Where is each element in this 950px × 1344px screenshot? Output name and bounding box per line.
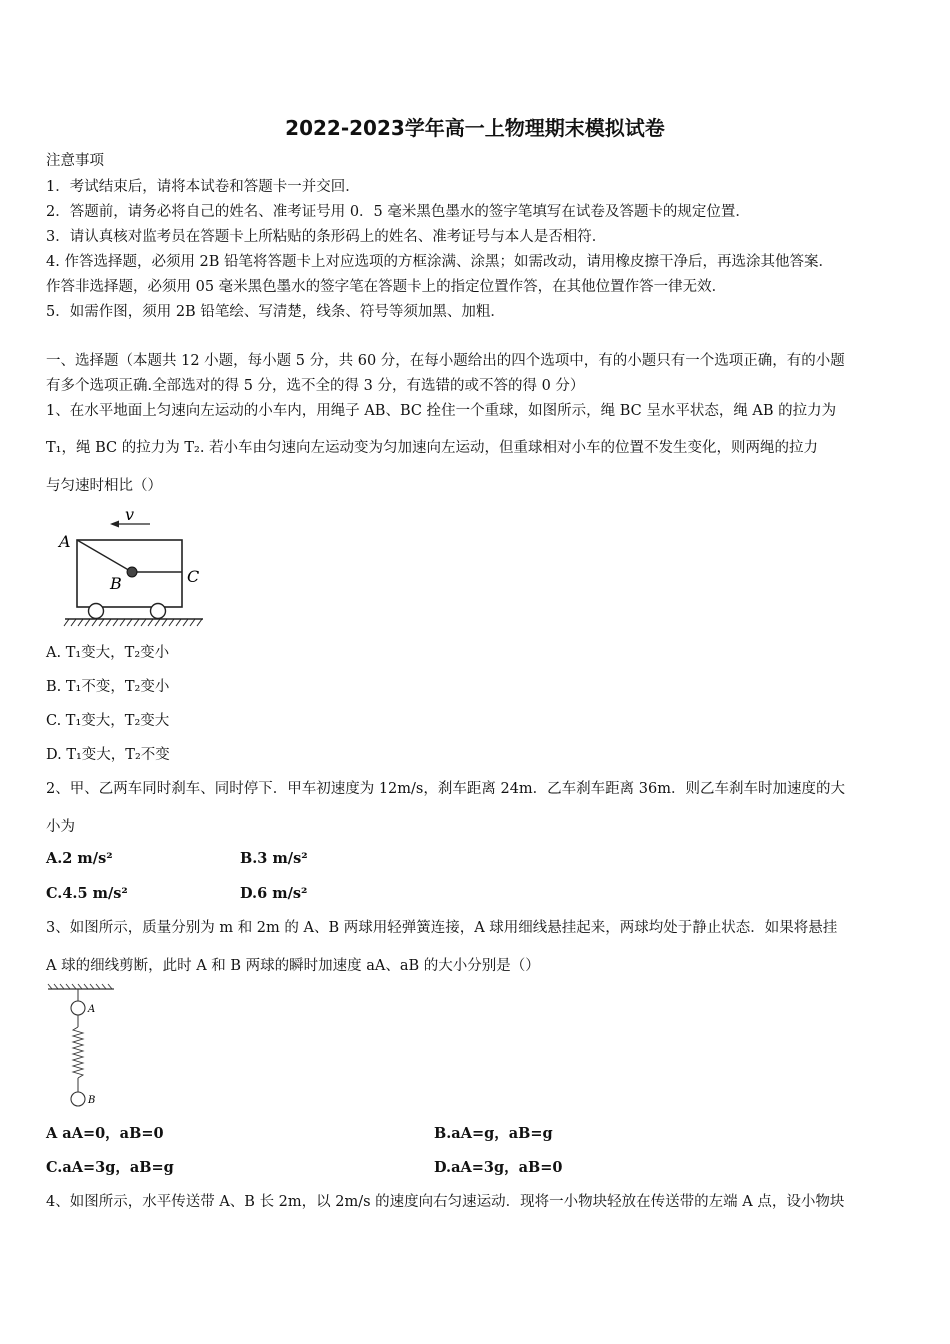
q2-option-c: C.4.5 m/s² <box>46 885 128 902</box>
q1-cart-figure <box>55 505 210 635</box>
page-title: 2022-2023学年高一上物理期末模拟试卷 <box>285 116 665 140</box>
q1-option-c: C. T₁变大，T₂变大 <box>46 713 170 729</box>
q1-stem-line2: T₁，绳 BC 的拉力为 T₂. 若小车由匀速向左运动变为匀加速向左运动，但重球相对小车的位置不发生变化，则两绳的拉力 <box>46 440 819 456</box>
q3-fig-label-a: A <box>88 1004 96 1015</box>
q1-fig-label-a: A <box>59 532 71 551</box>
q4-stem-line1: 4、如图所示，水平传送带 A、B 长 2m，以 2m/s 的速度向右匀速运动．现将一小物块轻放在传送带的左端 A 点，设小物块 <box>46 1194 845 1210</box>
q3-fig-label-b: B <box>88 1095 96 1106</box>
q3-spring-figure <box>44 983 124 1113</box>
q3-stem-line1: 3、如图所示，质量分别为 m 和 2m 的 A、B 两球用轻弹簧连接，A 球用细线悬挂起来，两球均处于静止状态．如果将悬挂 <box>46 920 838 936</box>
q1-option-d: D. T₁变大，T₂不变 <box>46 747 170 763</box>
q3-option-c: C.aA=3g，aB=g <box>46 1159 174 1176</box>
q2-stem-line1: 2、甲、乙两车同时刹车、同时停下．甲车初速度为 12m/s，刹车距离 24m．乙车刹车距离 36m．则乙车刹车时加速度的大 <box>46 781 845 797</box>
q1-option-b: B. T₁不变，T₂变小 <box>46 679 170 695</box>
q3-option-a: A aA=0，aB=0 <box>46 1125 164 1142</box>
q1-fig-label-b: B <box>110 574 122 593</box>
q2-option-b: B.3 m/s² <box>240 850 308 867</box>
q1-stem-line3: 与匀速时相比（） <box>46 478 162 494</box>
notice-item-1: 1．考试结束后，请将本试卷和答题卡一并交回． <box>46 179 360 195</box>
section-1-intro-line1: 一、选择题（本题共 12 小题，每小题 5 分，共 60 分，在每小题给出的四个选项中，有的小题只有一个选项正确，有的小题 <box>46 353 845 369</box>
q3-option-b: B.aA=g，aB=g <box>434 1125 553 1142</box>
q2-option-d: D.6 m/s² <box>240 885 308 902</box>
notice-item-2: 2．答题前，请务必将自己的姓名、准考证号用 0．5 毫米黑色墨水的签字笔填写在试卷及答题卡的规定位置． <box>46 204 750 220</box>
notice-heading: 注意事项 <box>46 153 104 169</box>
notice-item-4b: 作答非选择题，必须用 05 毫米黑色墨水的签字笔在答题卡上的指定位置作答，在其他位置作答一律无效． <box>46 279 727 295</box>
q2-option-a: A.2 m/s² <box>46 850 113 867</box>
q2-stem-line2: 小为 <box>46 819 75 835</box>
notice-item-5: 5．如需作图，须用 2B 铅笔绘、写清楚，线条、符号等须加黑、加粗． <box>46 304 505 320</box>
q3-stem-line2: A 球的细线剪断，此时 A 和 B 两球的瞬时加速度 aA、aB 的大小分别是（） <box>46 958 540 974</box>
section-1-intro-line2: 有多个选项正确.全部选对的得 5 分，选不全的得 3 分，有选错的或不答的得 0 分） <box>46 378 585 394</box>
q3-option-d: D.aA=3g，aB=0 <box>434 1159 563 1176</box>
q1-fig-label-v: v <box>125 505 135 524</box>
notice-item-4: 4. 作答选择题，必须用 2B 铅笔将答题卡上对应选项的方框涂满、涂黑；如需改动，请用橡皮擦干净后，再选涂其他答案． <box>46 254 834 270</box>
q1-stem-line1: 1、在水平地面上匀速向左运动的小车内，用绳子 AB、BC 拴住一个重球，如图所示，绳 BC 呈水平状态，绳 AB 的拉力为 <box>46 403 837 419</box>
q1-fig-label-c: C <box>187 567 200 586</box>
q1-option-a: A. T₁变大，T₂变小 <box>46 645 170 661</box>
notice-item-3: 3．请认真核对监考员在答题卡上所粘贴的条形码上的姓名、准考证号与本人是否相符． <box>46 229 607 245</box>
